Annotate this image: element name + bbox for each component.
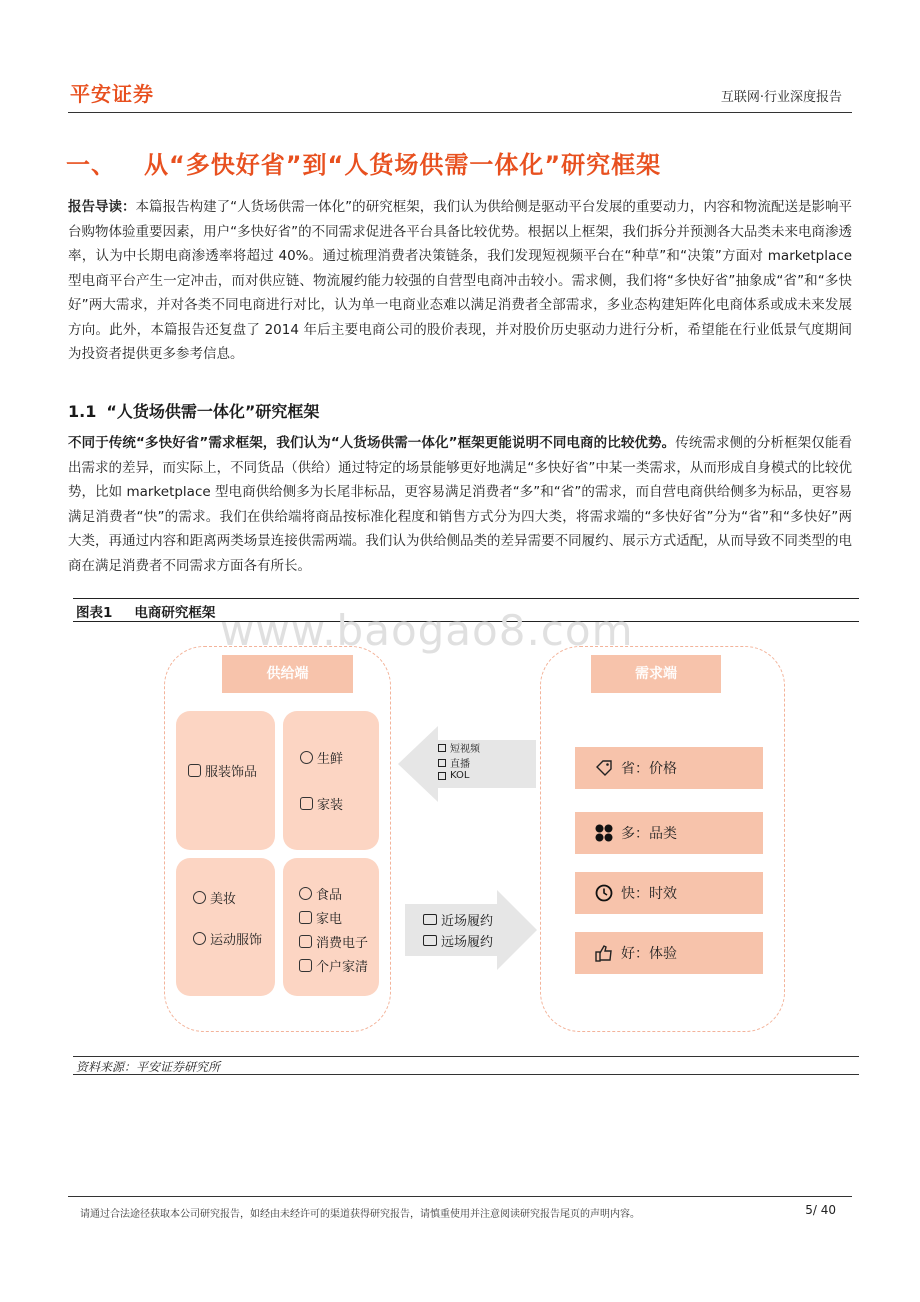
- body-text: 传统需求侧的分析框架仅能看出需求的差异，而实际上，不同货品（供给）通过特定的场景能够更好地满足“多快好省”中某一类需求，从而形成自身模式的比较优势，比如 marketplace 型电商供给侧多为长尾非标品，更容易满足消费者“多”和“省”的需求，而自营电商供给侧多为标品，更容易满足消费者“快”的需求。我们在供给端将商品按标准化程度和销售方式分为四大类，将需求端的“多快好省”分为“省”和“多快好”两大类，再通过内容和距离两类场景连接供需两端。我们认为供给侧品类的差异需要不同履约、展示方式适配，从而导致不同类型的电商在满足消费者不同需求方面各有所长。: [68, 435, 852, 574]
- subsection-number: 1.1: [68, 402, 97, 421]
- supply-item-label: 服装饰品: [205, 765, 258, 780]
- distance-item: [423, 910, 493, 929]
- figure-bottom-rule: [73, 1056, 859, 1057]
- clock-icon: [595, 884, 613, 902]
- figure-title: [76, 601, 215, 621]
- figure-top-rule: [73, 598, 859, 599]
- demand-item-speed: [575, 872, 763, 914]
- brand-logo: 平安证券: [70, 82, 154, 106]
- intro-lead: 报告导读：: [68, 199, 136, 215]
- demand-item-category: [575, 812, 763, 854]
- page-number: 5/ 40: [805, 1203, 836, 1217]
- content-item: [438, 755, 470, 770]
- subsection-title: [68, 399, 319, 422]
- section-title-text: 从“多快好省”到“人货场供需一体化”研究框架: [144, 151, 662, 179]
- supply-item: [300, 794, 343, 813]
- category-grid-icon: [595, 824, 613, 842]
- price-tag-icon: [595, 759, 613, 777]
- body-lead: 不同于传统“多快好省”需求框架，我们认为“人货场供需一体化”框架更能说明不同电商的比较优势。: [68, 435, 676, 451]
- supply-item: [300, 748, 343, 767]
- report-category: 互联网·行业深度报告: [720, 90, 842, 105]
- supply-label: 供给端: [222, 655, 353, 693]
- video-icon: [438, 744, 446, 752]
- demand-item-experience: [575, 932, 763, 974]
- content-item: [438, 770, 469, 781]
- supply-cell-apparel: [176, 711, 275, 850]
- content-item-label: KOL: [450, 770, 470, 781]
- demand-label: 需求端: [591, 655, 721, 693]
- figure-number: 图表1: [76, 605, 113, 621]
- intro-paragraph: [68, 195, 852, 367]
- distance-item: [423, 931, 493, 950]
- supply-item: [188, 761, 257, 780]
- demand-item-label: 快：时效: [621, 886, 677, 902]
- electronics-icon: [299, 935, 312, 948]
- content-item-label: 直播: [450, 759, 470, 770]
- distance-arrow: [405, 890, 539, 970]
- supply-item: [193, 929, 262, 948]
- supply-item-label: 食品: [316, 888, 343, 903]
- fresh-food-icon: [300, 751, 313, 764]
- supply-item-label: 家电: [316, 912, 343, 927]
- kol-icon: [438, 772, 446, 780]
- supply-cell-fresh-home: [283, 711, 379, 850]
- distance-item-label: 近场履约: [441, 914, 494, 929]
- demand-item-price: [575, 747, 763, 789]
- distance-item-label: 远场履约: [441, 935, 494, 950]
- thumbs-up-icon: [595, 944, 613, 962]
- section-number: 一、: [66, 151, 116, 179]
- home-decor-icon: [300, 797, 313, 810]
- content-item: [438, 740, 480, 755]
- supply-item: [299, 932, 368, 951]
- supply-item-label: 美妆: [210, 892, 237, 907]
- appliance-icon: [299, 911, 312, 924]
- supply-item-label: 生鲜: [317, 752, 344, 767]
- supply-item-label: 家装: [317, 798, 344, 813]
- household-icon: [299, 959, 312, 972]
- scooter-icon: [423, 914, 437, 925]
- supply-cell-food-electronics: [283, 858, 379, 996]
- demand-item-label: 省：价格: [621, 761, 677, 777]
- food-icon: [299, 887, 312, 900]
- watermark: www.baogao8.com: [220, 606, 634, 655]
- supply-item-label: 消费电子: [316, 936, 369, 951]
- header-divider: [68, 112, 852, 113]
- supply-item: [193, 888, 236, 907]
- demand-item-label: 好：体验: [621, 946, 677, 962]
- demand-item-label: 多：品类: [621, 826, 677, 842]
- content-item-label: 短视频: [450, 744, 480, 755]
- figure-source: 资料来源：平安证券研究所: [76, 1060, 221, 1074]
- intro-text: 本篇报告构建了“人货场供需一体化”的研究框架，我们认为供给侧是驱动平台发展的重要动力，内容和物流配送是影响平台购物体验重要因素，用户“多快好省”的不同需求促进各平台具备比较优势。根据以上框架，我们拆分并预测各大品类未来电商渗透率，认为中长期电商渗透率将超过 40%。通过梳理消费者决策链条，我们发现短视频平台在“种草”和“决策”方面对 marketplace 型电商平台产生一定冲击，而对供应链、物流履约能力较强的自营型电商冲击较小。需求侧，我们将“多快好省”抽象成“省”和“多快好”两大需求，并对各类不同电商进行对比，认为单一电商业态难以满足消费者全部需求，多业态构建矩阵化电商体系或成未来发展方向。此外，本篇报告还复盘了 2014 年后主要电商公司的股价表现，并对股价历史驱动力进行分析，希望能在行业低景气度期间为投资者提供更多参考信息。: [68, 199, 852, 362]
- section-title: [66, 145, 661, 180]
- truck-icon: [423, 935, 437, 946]
- footer-divider: [68, 1196, 852, 1197]
- supply-item-label: 运动服饰: [210, 933, 263, 948]
- live-stream-icon: [438, 759, 446, 767]
- supply-item: [299, 956, 368, 975]
- sports-icon: [193, 932, 206, 945]
- supply-item: [299, 884, 342, 903]
- cosmetics-icon: [193, 891, 206, 904]
- figure-title-text: 电商研究框架: [134, 605, 216, 621]
- body-paragraph: [68, 431, 852, 578]
- apparel-icon: [188, 764, 201, 777]
- figure-source-rule: [73, 1074, 859, 1075]
- supply-cell-beauty-sports: [176, 858, 275, 996]
- subsection-title-text: “人货场供需一体化”研究框架: [106, 402, 320, 421]
- supply-item-label: 个户家清: [316, 960, 369, 975]
- footer-disclaimer: 请通过合法途径获取本公司研究报告，如经由未经许可的渠道获得研究报告，请慎重使用并注意阅读研究报告尾页的声明内容。: [80, 1209, 640, 1220]
- supply-item: [299, 908, 342, 927]
